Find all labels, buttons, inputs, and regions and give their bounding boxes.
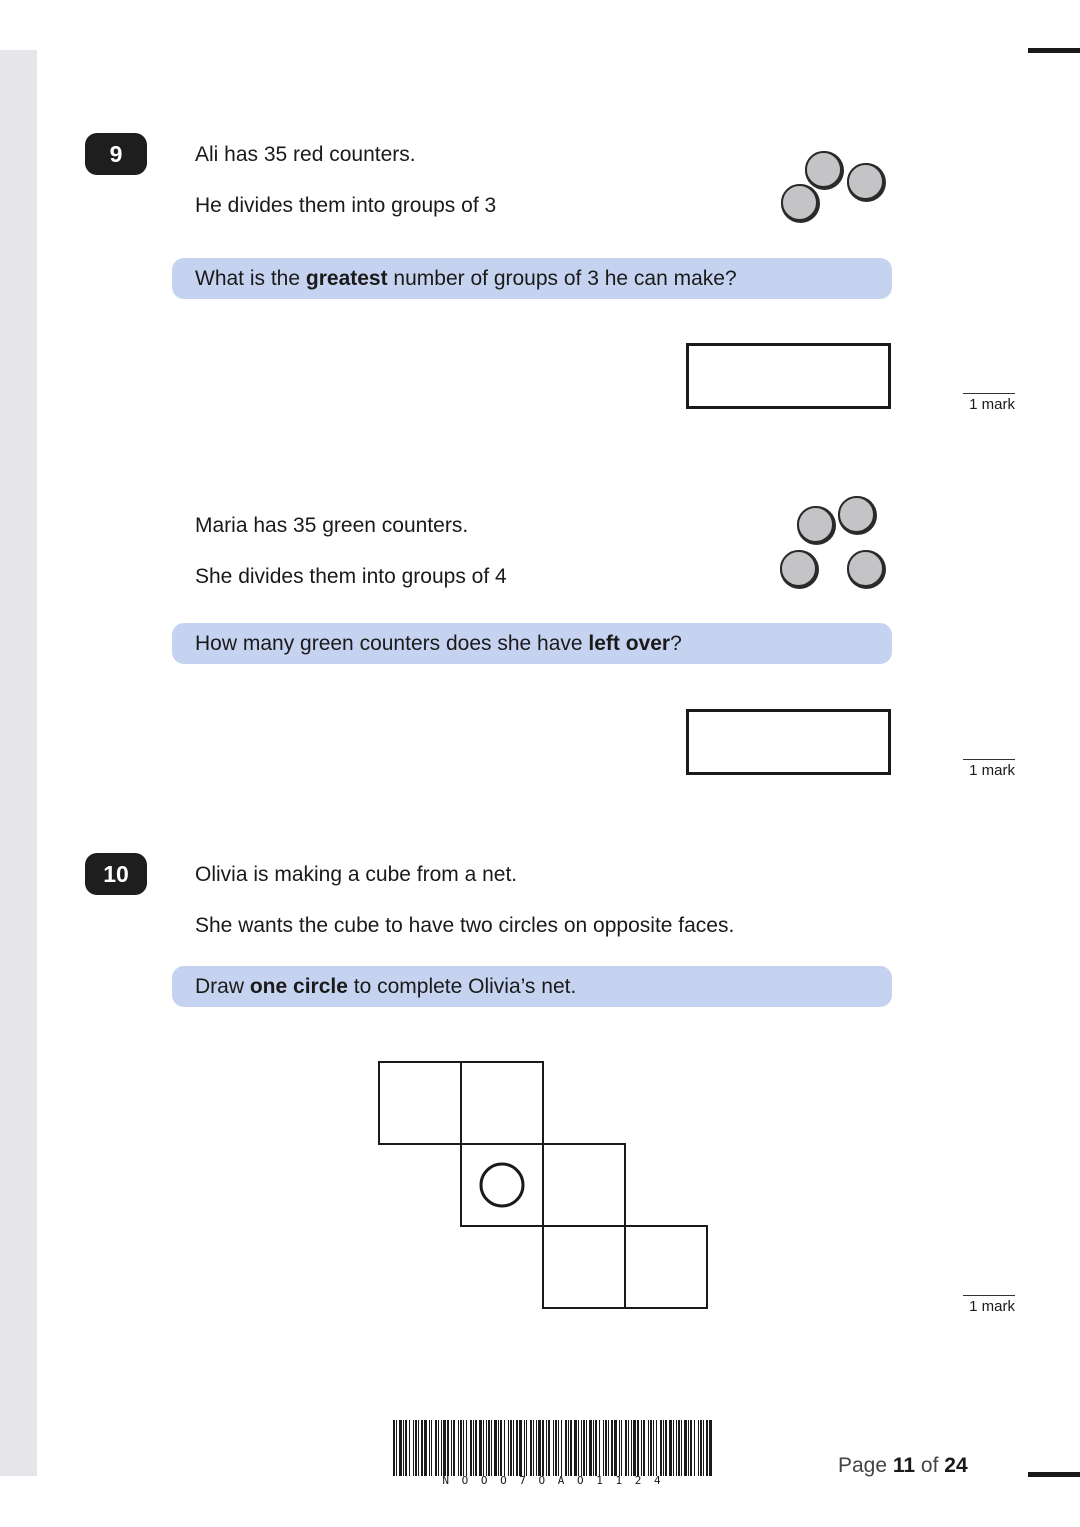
barcode-bar [403,1420,404,1476]
q9b-line-2: She divides them into groups of 4 [195,565,507,588]
barcode-bar [678,1420,680,1476]
q9a-mark: 1 mark [963,393,1015,413]
barcode-bar [698,1420,699,1476]
barcode-bar [458,1420,459,1476]
barcode-bar [681,1420,682,1476]
barcode-bar [494,1420,497,1476]
q9a-prompt-bold: greatest [305,266,388,290]
barcode-bar [631,1420,632,1476]
barcode-bar [409,1420,410,1476]
barcode-bar [709,1420,712,1476]
barcode-bar [504,1420,505,1476]
barcode-bar [603,1420,604,1476]
barcode-bar [470,1420,472,1476]
barcode-bar [614,1420,617,1476]
of-word: of [915,1454,945,1477]
net-face[interactable] [625,1226,707,1308]
net-face[interactable] [543,1226,625,1308]
q10-prompt [172,966,892,1007]
barcode-bar [475,1420,477,1476]
barcode-bar [405,1420,407,1476]
barcode-bar [530,1420,532,1476]
barcode-bar [643,1420,645,1476]
barcode-bar [660,1420,662,1476]
barcode-bar [706,1420,708,1476]
barcode-bar [435,1420,437,1476]
barcode-bar [608,1420,609,1476]
q9a-prompt-pre: What is the [195,266,306,290]
q9b-prompt [172,623,892,664]
barcode-bar [498,1420,499,1476]
q9b-answer-box[interactable] [686,709,891,775]
net-face[interactable] [461,1062,543,1144]
counter-icon [847,550,884,587]
q10-prompt-bold: one circle [249,974,348,998]
q9a-line-1: Ali has 35 red counters. [195,143,416,166]
barcode-bar [473,1420,474,1476]
barcode-bar [574,1420,577,1476]
net-face[interactable] [379,1062,461,1144]
barcode-bar [399,1420,402,1476]
barcode-bar [500,1420,502,1476]
barcode-bar [565,1420,567,1476]
barcode-bar [688,1420,689,1476]
barcode-bar [648,1420,649,1476]
q9a-answer-box[interactable] [686,343,891,409]
barcode-bar [593,1420,594,1476]
barcode-bar [589,1420,592,1476]
barcode-bar [568,1420,569,1476]
bottom-edge-mark [1028,1472,1080,1477]
barcode-bar [553,1420,554,1476]
barcode-bar [663,1420,664,1476]
barcode-bar [599,1420,600,1476]
barcode [393,1420,713,1488]
barcode-bar [619,1420,620,1476]
q10-mark: 1 mark [963,1295,1015,1315]
barcode-bar [510,1420,512,1476]
barcode-bar [516,1420,518,1476]
barcode-bar [690,1420,692,1476]
net-face[interactable] [543,1144,625,1226]
counter-icon [797,506,834,543]
barcode-bar [653,1420,654,1476]
barcode-bar [424,1420,427,1476]
barcode-bar [641,1420,642,1476]
barcode-bar [479,1420,482,1476]
barcode-bar [519,1420,522,1476]
left-margin-strip [0,50,37,1476]
barcode-bar [441,1420,442,1476]
counter-icon [838,496,875,533]
barcode-bar [429,1420,430,1476]
barcode-bar [673,1420,674,1476]
barcode-bar [637,1420,639,1476]
net-face[interactable] [461,1144,543,1226]
barcode-bar [548,1420,550,1476]
barcode-bar [570,1420,572,1476]
barcode-bar [491,1420,492,1476]
barcode-bar [561,1420,562,1476]
barcode-bar [421,1420,423,1476]
barcode-bar [508,1420,509,1476]
barcode-bar [558,1420,559,1476]
barcode-bar [413,1420,414,1476]
barcode-bar [486,1420,487,1476]
barcode-bar [418,1420,419,1476]
barcode-bar [513,1420,514,1476]
barcode-bar [396,1420,397,1476]
barcode-bar [650,1420,652,1476]
q9a-prompt [172,258,892,299]
barcode-bar [393,1420,395,1476]
barcode-bar [633,1420,636,1476]
barcode-bar [605,1420,607,1476]
barcode-bar [611,1420,613,1476]
barcode-bar [488,1420,490,1476]
barcode-bar [447,1420,449,1476]
counter-icon [847,163,884,200]
barcode-bar [581,1420,582,1476]
barcode-bar [533,1420,534,1476]
top-edge-mark [1028,48,1080,53]
q10-line-2: She wants the cube to have two circles on opposite faces. [195,914,735,937]
page-total: 24 [944,1454,968,1477]
barcode-text: N O O O 7 O A O 1 1 2 4 [442,1474,664,1487]
barcode-bars [393,1420,713,1476]
barcode-bar [628,1420,629,1476]
barcode-bar [463,1420,464,1476]
q10-prompt-pre: Draw [195,974,250,998]
barcode-bar [546,1420,547,1476]
page-number: 11 [892,1454,916,1477]
q9a-line-2: He divides them into groups of 3 [195,194,497,217]
q9b-prompt-pre: How many green counters does she have [195,631,589,655]
q10-line-1: Olivia is making a cube from a net. [195,863,518,886]
counter-icon [805,151,842,188]
barcode-bar [415,1420,417,1476]
barcode-bar [703,1420,704,1476]
barcode-bar [483,1420,484,1476]
q9b-prompt-post: ? [670,631,682,655]
question-9-number: 9 [85,133,147,175]
page-word: Page [838,1454,893,1477]
barcode-bar [625,1420,627,1476]
q9a-prompt-post: number of groups of 3 he can make? [387,266,737,290]
q9b-line-1: Maria has 35 green counters. [195,514,469,537]
q9b-prompt-bold: left over [588,631,671,655]
barcode-bar [542,1420,544,1476]
barcode-bar [684,1420,687,1476]
q9b-mark: 1 mark [963,759,1015,779]
barcode-bar [536,1420,537,1476]
barcode-bar [595,1420,597,1476]
barcode-bar [526,1420,527,1476]
barcode-bar [586,1420,587,1476]
barcode-bar [466,1420,467,1476]
barcode-bar [451,1420,452,1476]
barcode-bar [583,1420,585,1476]
barcode-bar [431,1420,432,1476]
counter-icon [781,184,818,221]
cube-net-diagram[interactable] [370,1055,720,1317]
barcode-bar [443,1420,446,1476]
barcode-bar [555,1420,557,1476]
barcode-bar [524,1420,525,1476]
barcode-bar [669,1420,672,1476]
page-footer [838,1454,968,1478]
barcode-bar [700,1420,702,1476]
q10-prompt-post: to complete Olivia’s net. [347,974,577,998]
barcode-bar [621,1420,622,1476]
barcode-bar [665,1420,667,1476]
barcode-bar [694,1420,695,1476]
barcode-bar [453,1420,455,1476]
counter-icon [780,550,817,587]
barcode-bar [460,1420,462,1476]
barcode-bar [676,1420,677,1476]
question-10-number: 10 [85,853,147,895]
barcode-bar [438,1420,439,1476]
barcode-bar [578,1420,579,1476]
barcode-bar [538,1420,541,1476]
barcode-bar [656,1420,657,1476]
